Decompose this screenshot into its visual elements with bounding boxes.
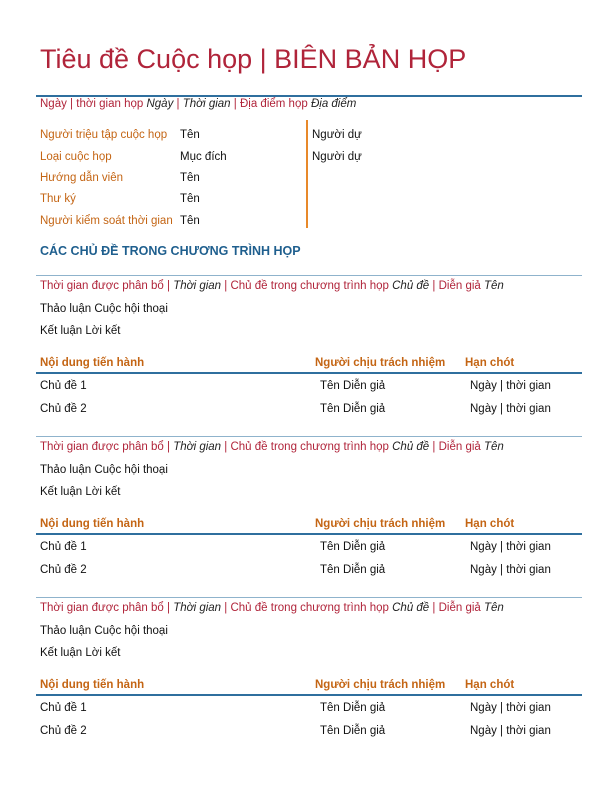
allocated-time-label: Thời gian được phân bổ xyxy=(40,441,164,453)
conclusion-label: Kết luận xyxy=(40,486,83,498)
action-owner[interactable]: Tên Diễn giả xyxy=(320,702,386,714)
separator: | xyxy=(429,280,439,292)
document-title: Tiêu đề Cuộc họp | BIÊN BẢN HỌP xyxy=(40,44,467,74)
title-divider xyxy=(36,95,582,97)
allocated-time-value[interactable]: Thời gian xyxy=(173,441,222,453)
action-table-divider xyxy=(36,372,582,374)
allocated-time-value[interactable]: Thời gian xyxy=(173,602,222,614)
discussion-value[interactable]: Cuộc hội thoại xyxy=(94,625,168,637)
conclusion-value[interactable]: Lời kết xyxy=(85,486,121,498)
separator: | xyxy=(221,280,231,292)
allocated-time-label: Thời gian được phân bổ xyxy=(40,280,164,292)
col-deadline-header: Hạn chót xyxy=(465,518,515,530)
agenda-topic-value[interactable]: Chủ đề xyxy=(392,280,430,292)
col-action-header: Nội dung tiến hành xyxy=(40,518,145,530)
action-owner[interactable]: Tên Diễn giả xyxy=(320,403,386,415)
secretary-value[interactable]: Tên xyxy=(180,193,200,205)
agenda-block-divider xyxy=(36,275,582,276)
action-topic[interactable]: Chủ đề 2 xyxy=(40,725,87,737)
col-owner-header: Người chịu trách nhiệm xyxy=(315,679,446,691)
discussion-label: Thảo luận xyxy=(40,464,92,476)
discussion-line xyxy=(40,625,168,637)
action-deadline[interactable]: Ngày | thời gian xyxy=(470,403,551,415)
speaker-label: Diễn giả xyxy=(438,441,481,453)
separator: | xyxy=(163,602,174,614)
discussion-value[interactable]: Cuộc hội thoại xyxy=(94,464,168,476)
action-topic[interactable]: Chủ đề 2 xyxy=(40,403,87,415)
agenda-item-header xyxy=(40,280,504,292)
separator: | xyxy=(173,98,183,110)
facilitator-value[interactable]: Tên xyxy=(180,172,200,184)
speaker-value[interactable]: Tên xyxy=(484,441,504,453)
speaker-value[interactable]: Tên xyxy=(484,280,504,292)
separator: | xyxy=(163,280,174,292)
separator: | xyxy=(66,98,77,110)
convener-label: Người triệu tập cuộc họp xyxy=(40,129,168,141)
timekeeper-value[interactable]: Tên xyxy=(180,215,200,227)
conclusion-value[interactable]: Lời kết xyxy=(85,325,121,337)
meeting-meta-line xyxy=(40,98,356,110)
agenda-item-header xyxy=(40,602,504,614)
time-value[interactable]: Thời gian xyxy=(182,98,231,110)
action-owner[interactable]: Tên Diễn giả xyxy=(320,725,386,737)
location-label: Địa điểm họp xyxy=(239,98,308,110)
action-deadline[interactable]: Ngày | thời gian xyxy=(470,725,551,737)
discussion-label: Thảo luận xyxy=(40,303,92,315)
timekeeper-label: Người kiểm soát thời gian xyxy=(40,215,173,227)
meeting-type-label: Loại cuộc họp xyxy=(40,151,112,163)
attendee-1[interactable]: Người dự xyxy=(312,129,362,141)
speaker-label: Diễn giả xyxy=(438,602,481,614)
discussion-line xyxy=(40,464,168,476)
separator: | xyxy=(429,602,439,614)
action-owner[interactable]: Tên Diễn giả xyxy=(320,380,386,392)
discussion-line xyxy=(40,303,168,315)
action-deadline[interactable]: Ngày | thời gian xyxy=(470,702,551,714)
agenda-topic-label: Chủ đề trong chương trình họp xyxy=(230,602,389,614)
separator: | xyxy=(429,441,439,453)
col-owner-header: Người chịu trách nhiệm xyxy=(315,357,446,369)
conclusion-label: Kết luận xyxy=(40,647,83,659)
separator: | xyxy=(221,441,231,453)
allocated-time-label: Thời gian được phân bổ xyxy=(40,602,164,614)
discussion-label: Thảo luận xyxy=(40,625,92,637)
action-topic[interactable]: Chủ đề 2 xyxy=(40,564,87,576)
info-divider xyxy=(306,120,308,228)
time-label: thời gian họp xyxy=(76,98,144,110)
action-topic[interactable]: Chủ đề 1 xyxy=(40,541,87,553)
location-value[interactable]: Địa điểm xyxy=(310,98,357,110)
conclusion-line xyxy=(40,647,120,659)
separator: | xyxy=(230,98,240,110)
agenda-block-divider xyxy=(36,597,582,598)
agenda-block-divider xyxy=(36,436,582,437)
date-label: Ngày xyxy=(40,98,67,110)
attendee-2[interactable]: Người dự xyxy=(312,151,362,163)
speaker-label: Diễn giả xyxy=(438,280,481,292)
separator: | xyxy=(163,441,174,453)
agenda-heading: CÁC CHỦ ĐỀ TRONG CHƯƠNG TRÌNH HỌP xyxy=(40,244,301,258)
conclusion-value[interactable]: Lời kết xyxy=(85,647,121,659)
action-owner[interactable]: Tên Diễn giả xyxy=(320,564,386,576)
action-deadline[interactable]: Ngày | thời gian xyxy=(470,380,551,392)
speaker-value[interactable]: Tên xyxy=(484,602,504,614)
col-action-header: Nội dung tiến hành xyxy=(40,679,145,691)
action-table-divider xyxy=(36,694,582,696)
action-table-divider xyxy=(36,533,582,535)
conclusion-label: Kết luận xyxy=(40,325,83,337)
allocated-time-value[interactable]: Thời gian xyxy=(173,280,222,292)
convener-value[interactable]: Tên xyxy=(180,129,200,141)
action-owner[interactable]: Tên Diễn giả xyxy=(320,541,386,553)
facilitator-label: Hướng dẫn viên xyxy=(40,172,124,184)
discussion-value[interactable]: Cuộc hội thoại xyxy=(94,303,168,315)
action-deadline[interactable]: Ngày | thời gian xyxy=(470,541,551,553)
col-deadline-header: Hạn chót xyxy=(465,357,515,369)
conclusion-line xyxy=(40,325,120,337)
separator: | xyxy=(221,602,231,614)
agenda-item-header xyxy=(40,441,504,453)
agenda-topic-value[interactable]: Chủ đề xyxy=(392,602,430,614)
action-topic[interactable]: Chủ đề 1 xyxy=(40,380,87,392)
col-owner-header: Người chịu trách nhiệm xyxy=(315,518,446,530)
agenda-topic-value[interactable]: Chủ đề xyxy=(392,441,430,453)
meeting-type-value[interactable]: Mục đích xyxy=(180,151,227,163)
action-deadline[interactable]: Ngày | thời gian xyxy=(470,564,551,576)
agenda-topic-label: Chủ đề trong chương trình họp xyxy=(230,441,389,453)
conclusion-line xyxy=(40,486,120,498)
col-action-header: Nội dung tiến hành xyxy=(40,357,145,369)
secretary-label: Thư ký xyxy=(40,193,76,205)
action-topic[interactable]: Chủ đề 1 xyxy=(40,702,87,714)
agenda-topic-label: Chủ đề trong chương trình họp xyxy=(230,280,389,292)
col-deadline-header: Hạn chót xyxy=(465,679,515,691)
date-value[interactable]: Ngày xyxy=(146,98,174,110)
